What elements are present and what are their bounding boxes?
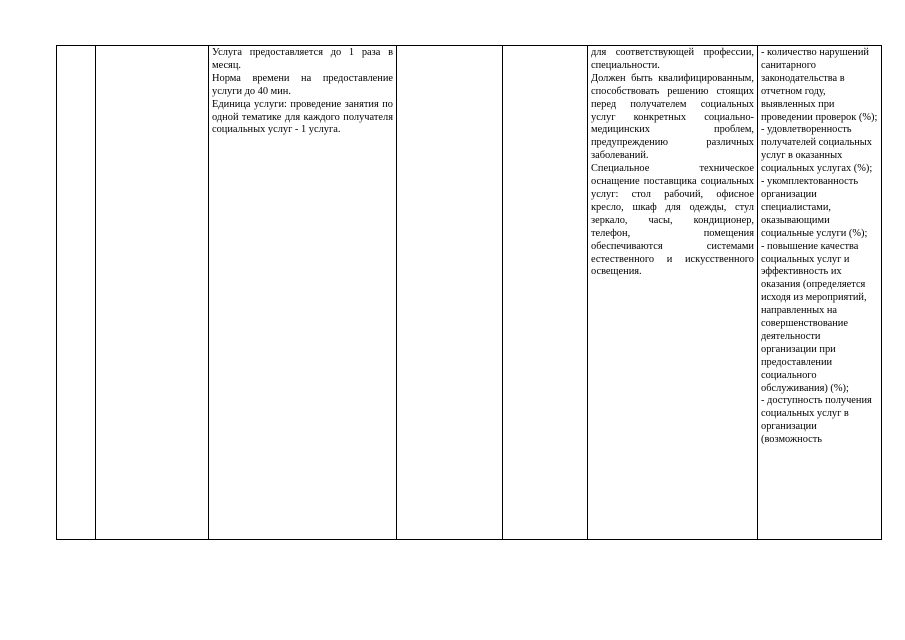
- indicator-staffing-text: - укомплектованность организации специалистами, оказывающими социальные услуги (%);: [761, 176, 868, 239]
- indicator-quality-text: - повышение качества социальных услуг и эффективность их оказания (определяется исходя из мероприятий, направленных на совершенствование деятельности организации при предоставлении социального обслуживания) (%);: [761, 240, 867, 394]
- cell-service-volume: [209, 46, 397, 540]
- cell-number: [57, 46, 96, 540]
- service-time-norm-text: Норма времени на предоставление услуги до 40 мин.: [212, 72, 393, 97]
- cell-quality-indicators: [758, 46, 882, 540]
- service-frequency-text: Услуга предоставляется до 1 раза в месяц.: [212, 47, 393, 71]
- cell-service-period: [503, 46, 588, 540]
- requirements-qualification-text: Должен быть квалифицированным, способствовать решению стоящих перед получателем социальных услуг конкретных социально-медицинских проблем, предупреждению различных заболеваний.: [591, 72, 754, 162]
- service-unit-text: Единица услуги: проведение занятия по одной тематике для каждого получателя социальных услуг - 1 услуга.: [212, 98, 393, 136]
- services-table: [56, 45, 882, 540]
- requirements-profession-text: для соответствующей профессии, специальности.: [591, 47, 754, 71]
- requirements-equipment-text: Специальное техническое оснащение поставщика социальных услуг: стол рабочий, офисное кресло, шкаф для одежды, стул зеркало, часы, кондиционер, телефон, помещения обеспечиваются системами естественного и искусственного освещения.: [591, 163, 754, 278]
- indicator-satisfaction-text: - удовлетворенность получателей социальных услуг в оказанных социальных услугах (%);: [761, 124, 873, 175]
- indicator-accessibility-text: - доступность получения социальных услуг в организации (возможность: [761, 395, 872, 446]
- cell-service-terms: [397, 46, 503, 540]
- table-row: [57, 46, 882, 540]
- indicator-violations-text: - количество нарушений санитарного законодательства в отчетном году, выявленных при проведении проверок (%);: [761, 47, 878, 123]
- cell-service-name: [96, 46, 209, 540]
- cell-provider-requirements: [588, 46, 758, 540]
